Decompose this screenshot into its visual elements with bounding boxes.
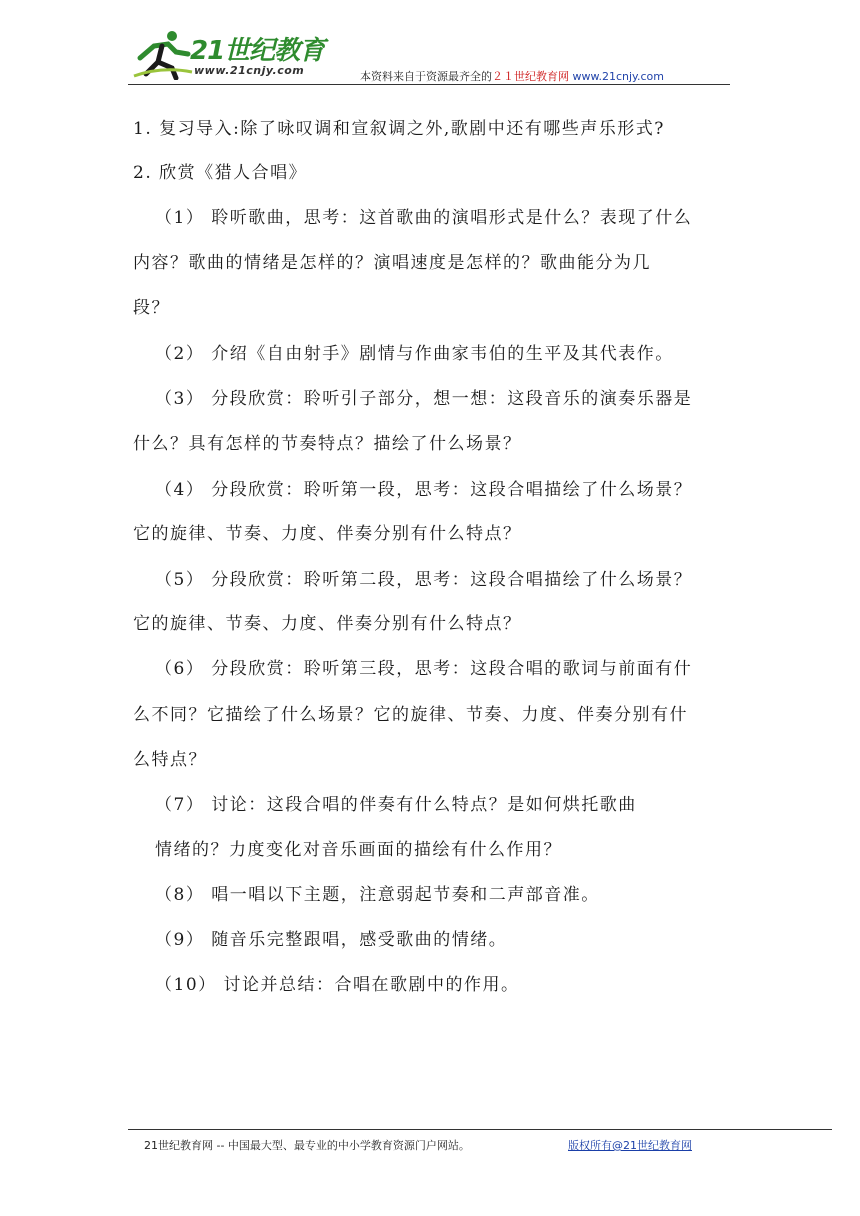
text-line: （8） 唱一唱以下主题，注意弱起节奏和二声部音准。 xyxy=(155,885,600,905)
site-logo[interactable] xyxy=(128,24,338,84)
runner-logo-icon xyxy=(132,28,194,80)
text-line: （7） 讨论：这段合唱的伴奏有什么特点？是如何烘托歌曲 xyxy=(155,795,637,815)
text-line: 它的旋律、节奏、力度、伴奏分别有什么特点？ xyxy=(133,524,522,544)
header-note-site[interactable]: ２１世纪教育网 xyxy=(492,70,569,83)
text-line: 它的旋律、节奏、力度、伴奏分别有什么特点？ xyxy=(133,614,522,634)
text-line: （2） 介绍《自由射手》剧情与作曲家韦伯的生平及其代表作。 xyxy=(155,344,674,364)
text-line: （5） 分段欣赏：聆听第二段，思考：这段合唱描绘了什么场景？ xyxy=(155,570,693,590)
text-line: 段？ xyxy=(133,298,170,318)
text-line: 2. 欣赏《猎人合唱》 xyxy=(133,163,308,183)
text-line: （10） 讨论并总结：合唱在歌剧中的作用。 xyxy=(155,975,520,995)
header-source-note xyxy=(360,68,664,84)
text-line: 么不同？它描绘了什么场景？它的旋律、节奏、力度、伴奏分别有什 xyxy=(133,705,688,725)
text-line: （4） 分段欣赏：聆听第一段，思考：这段合唱描绘了什么场景？ xyxy=(155,480,693,500)
header-note-prefix: 本资料来自于资源最齐全的 xyxy=(360,70,492,83)
text-line: 什么？具有怎样的节奏特点？描绘了什么场景？ xyxy=(133,434,522,454)
header-divider xyxy=(128,84,730,85)
footer-copyright-link[interactable]: 版权所有@21世纪教育网 xyxy=(568,1139,692,1152)
text-line: （3） 分段欣赏：聆听引子部分，想一想：这段音乐的演奏乐器是 xyxy=(155,389,693,409)
text-line: （1） 聆听歌曲，思考：这首歌曲的演唱形式是什么？表现了什么 xyxy=(155,208,693,228)
text-line: （9） 随音乐完整跟唱，感受歌曲的情绪。 xyxy=(155,930,508,950)
text-line: 情绪的？力度变化对音乐画面的描绘有什么作用？ xyxy=(155,840,562,860)
logo-url: www.21cnjy.com xyxy=(194,64,305,77)
footer-divider xyxy=(128,1129,832,1130)
text-line: （6） 分段欣赏：聆听第三段，思考：这段合唱的歌词与前面有什 xyxy=(155,659,693,679)
header-note-url[interactable]: www.21cnjy.com xyxy=(572,70,664,83)
logo-wordmark: 21世纪教育 xyxy=(190,36,325,66)
footer-site-description: 21世纪教育网 -- 中国最大型、最专业的中小学教育资源门户网站。 xyxy=(144,1139,470,1152)
text-line: 么特点？ xyxy=(133,750,207,770)
text-line: 内容？歌曲的情绪是怎样的？演唱速度是怎样的？歌曲能分为几 xyxy=(133,253,651,273)
page-header xyxy=(128,24,730,86)
text-line: 1. 复习导入:除了咏叹调和宣叙调之外,歌剧中还有哪些声乐形式? xyxy=(133,119,665,139)
